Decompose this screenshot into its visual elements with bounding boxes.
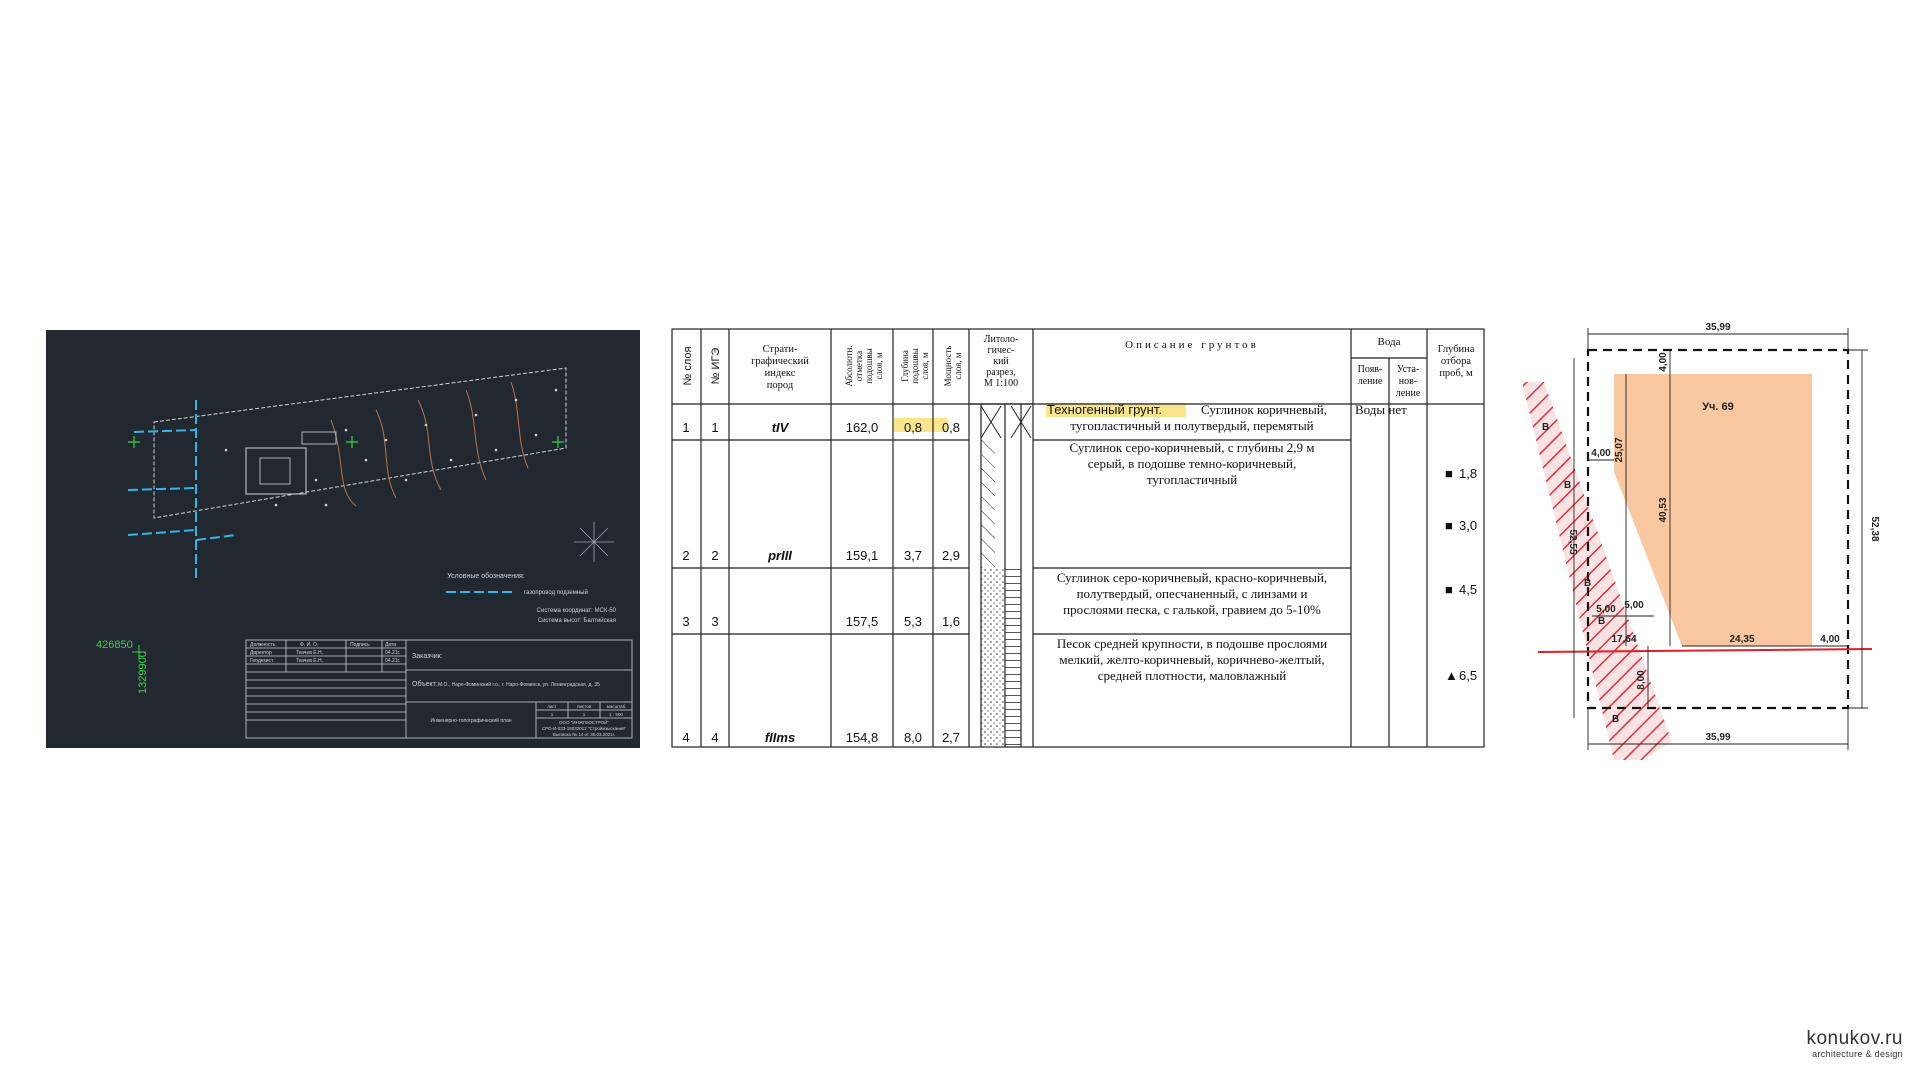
stamp-sheet-label: лист	[547, 704, 557, 709]
dim-top-setback: 4,00	[1658, 352, 1669, 372]
row4-depth: 8,0	[903, 730, 923, 745]
stamp-company: ООО "ИНЖГЕОСТРОЙ"	[558, 720, 610, 725]
house-outline	[246, 448, 306, 494]
litho-ladder	[1005, 568, 1021, 746]
stamp-header-signature: Подпись	[350, 642, 370, 648]
litho-sand-layer4-dots	[981, 634, 1005, 746]
contour-line	[466, 390, 486, 480]
legend-title: Условные обозначения:	[447, 573, 525, 580]
header-ige-no: № ИГЭ	[710, 347, 722, 385]
dim-left-height: 52,55	[1567, 529, 1578, 555]
grid-crosses	[128, 436, 564, 448]
row2-index: prIII	[768, 548, 792, 563]
gas-pipeline	[196, 535, 236, 540]
topographic-plan-drawing	[46, 330, 640, 748]
zone-letter-3: В	[1584, 578, 1592, 589]
stamp-row2-position: Геодезист	[250, 658, 274, 664]
stamp-customer: Заказчик:	[412, 653, 443, 660]
dim-side-a: 5,00	[1596, 604, 1616, 615]
header-strat-3: индекс	[764, 368, 796, 379]
row2-depth: 3,7	[903, 548, 923, 563]
row4-layer: 4	[682, 730, 690, 745]
stamp-extract: Выписка № 14 от 30.03.2021г.	[552, 732, 616, 737]
zone-letter-2: В	[1564, 480, 1572, 491]
stamp-row2-date: 04.21г.	[385, 658, 401, 664]
dim-right-setback: 4,00	[1820, 634, 1840, 645]
row4-mark: 154,8	[845, 730, 879, 745]
header-strat-4: пород	[766, 380, 794, 391]
gas-pipeline	[128, 530, 196, 535]
row4-ige: 4	[711, 730, 719, 745]
stamp-row2-name: Ткачев Е.Н.	[296, 658, 323, 664]
legend-item: газопровод подземный	[524, 590, 588, 596]
sample-symbol-1: ■	[1445, 466, 1453, 481]
header-layer-no: № слоя	[682, 346, 694, 386]
table-grid	[672, 329, 1484, 747]
brand-name: konukov.ru	[1806, 1028, 1903, 1049]
row2-thickness: 2,9	[941, 548, 961, 563]
row3-thickness: 1,6	[941, 614, 961, 629]
row3-mark: 157,5	[845, 614, 879, 629]
geological-table-panel	[671, 328, 1485, 748]
row3-description: Суглинок серо-коричневый, красно-коричневый, полутвердый, опесчаненный, с линзами и прослоями песка, с галькой, гравием до 5-10%	[1056, 570, 1328, 617]
dim-top-width: 35,99	[1705, 322, 1731, 333]
row1-layer: 1	[682, 420, 690, 435]
header-water-appear: Появ-ление	[1357, 364, 1383, 387]
coord-x-label: 426850	[96, 639, 133, 651]
header-sample-depth: Глубина отбора проб, м	[1437, 344, 1475, 379]
gas-pipeline	[134, 430, 196, 432]
dim-bottom-a: 17,64	[1611, 634, 1637, 645]
dim-bottom-setback: 8,00	[1636, 670, 1647, 690]
header-water: Вода	[1377, 336, 1401, 348]
topographic-plan-panel	[46, 330, 640, 748]
row2-ige: 2	[711, 548, 719, 563]
north-arrow	[574, 522, 614, 562]
sample-symbol-4: ▲	[1445, 668, 1458, 683]
dim-left-setback: 4,00	[1591, 448, 1611, 459]
row1-depth: 0,8	[903, 420, 923, 435]
litho-sandy-loam-layer3	[981, 568, 1005, 634]
stamp-sheet-value: 1	[550, 712, 554, 717]
plot-label: Уч. 69	[1702, 401, 1734, 413]
zone-letter-1: В	[1542, 422, 1550, 433]
sample-symbol-3: ■	[1445, 582, 1453, 597]
stamp-header-name: Ф. И. О.	[300, 642, 319, 648]
row1-index: tIV	[771, 420, 789, 435]
sample-symbol-2: ■	[1445, 518, 1453, 533]
row1-desc-highlight: Техногенный грунт.	[1047, 402, 1162, 417]
litho-technogenic	[981, 406, 1031, 438]
site-boundary	[154, 368, 566, 518]
row4-thickness: 2,7	[941, 730, 961, 745]
sample-depth-3: 4,5	[1459, 582, 1478, 597]
row2-layer: 2	[682, 548, 690, 563]
sample-depth-4: 6,5	[1459, 668, 1478, 683]
contour-line	[331, 420, 356, 506]
site-plan-drawing	[1522, 318, 1878, 760]
row1-thickness: 0,8	[941, 420, 961, 435]
row1-ige: 1	[711, 420, 719, 435]
contour-line	[418, 400, 441, 490]
stamp-sheets-label: листов	[576, 704, 592, 709]
header-thickness: Мощностьслоя, м	[943, 345, 963, 387]
stamp-object-text: М.О., Наро-Фоминский г.о., г. Наро-Фоминск, ул. Ленинградская, д. 35	[438, 682, 600, 688]
site-plan-panel	[1522, 318, 1878, 760]
coord-system-note: Система координат: МСК-50	[536, 608, 616, 614]
dim-side-b: 5,00	[1624, 600, 1644, 611]
dim-building-h1: 25,07	[1614, 437, 1625, 463]
sample-depth-2: 3,0	[1459, 518, 1478, 533]
dim-bottom-b: 24,35	[1729, 634, 1755, 645]
zone-letter-4: В	[1598, 616, 1606, 627]
stamp-license: СРО-И-033-16032012 "Стройизыскания"	[541, 726, 627, 731]
stamp-scale-value: 1 : 500	[609, 712, 623, 717]
row2-mark: 159,1	[845, 548, 879, 563]
geological-table	[671, 328, 1485, 748]
row3-layer: 3	[682, 614, 690, 629]
dim-right-height: 52,38	[1869, 516, 1880, 542]
water-note: Воды нет	[1355, 402, 1407, 417]
header-water-level: Уста-нов-ление	[1395, 364, 1421, 399]
zone-letter-5: В	[1612, 714, 1620, 725]
height-system-note: Система высот: Балтийская	[537, 618, 616, 624]
stamp-row1-position: Директор	[250, 650, 272, 656]
header-abs-mark: Абсолютн.отметкаподошвыслоя, м	[844, 345, 884, 387]
row1-mark: 162,0	[845, 420, 879, 435]
header-description: Описание грунтов	[1125, 339, 1259, 351]
stamp-row1-date: 04.21г.	[385, 650, 401, 656]
stamp-header-date: Дата	[385, 642, 397, 648]
row1-description: Суглинок коричневый, тугопластичный и полутвердый, перемятый	[1070, 402, 1327, 433]
stamp-scale-label: масштаб	[606, 704, 626, 709]
row4-description: Песок средней крупности, в подошве прослоями мелкий, желто-коричневый, коричнево-желтый, средней плотности, маловлажный	[1056, 636, 1328, 683]
branding	[1806, 1029, 1903, 1060]
coord-y-label: 1329900	[137, 651, 149, 694]
outbuilding	[302, 432, 336, 444]
row4-index: fIIms	[764, 730, 796, 745]
brand-tagline: architecture & design	[1812, 1049, 1903, 1059]
row2-description: Суглинок серо-коричневый, с глубины 2,9 м серый, в подошве темно-коричневый, тугопластичный	[1069, 440, 1315, 487]
header-strat-1: Страти-	[762, 344, 798, 355]
stamp-header-position: Должность	[250, 642, 276, 648]
header-strat-2: графический	[751, 356, 809, 367]
litho-loam-layer2	[981, 440, 995, 568]
gas-pipeline	[128, 488, 196, 490]
row3-ige: 3	[711, 614, 719, 629]
dim-building-h2: 40,53	[1658, 497, 1669, 523]
stamp-object: Объект:	[412, 681, 438, 688]
stamp-plan-title: Инженерно-топографический план	[430, 718, 512, 724]
sample-depth-1: 1,8	[1459, 466, 1478, 481]
stamp-sheets-value: 1	[582, 712, 586, 717]
dim-bottom-width: 35,99	[1705, 732, 1731, 743]
header-depth: Глубинаподошвыслоя, м	[900, 348, 930, 384]
row3-depth: 5,3	[903, 614, 923, 629]
contour-line	[376, 410, 396, 498]
stamp-row1-name: Ткачев Е.Н.	[296, 650, 323, 656]
house-inner	[260, 458, 290, 484]
header-litho: Литоло-гичес-кий разрез, М 1:100	[983, 334, 1019, 389]
